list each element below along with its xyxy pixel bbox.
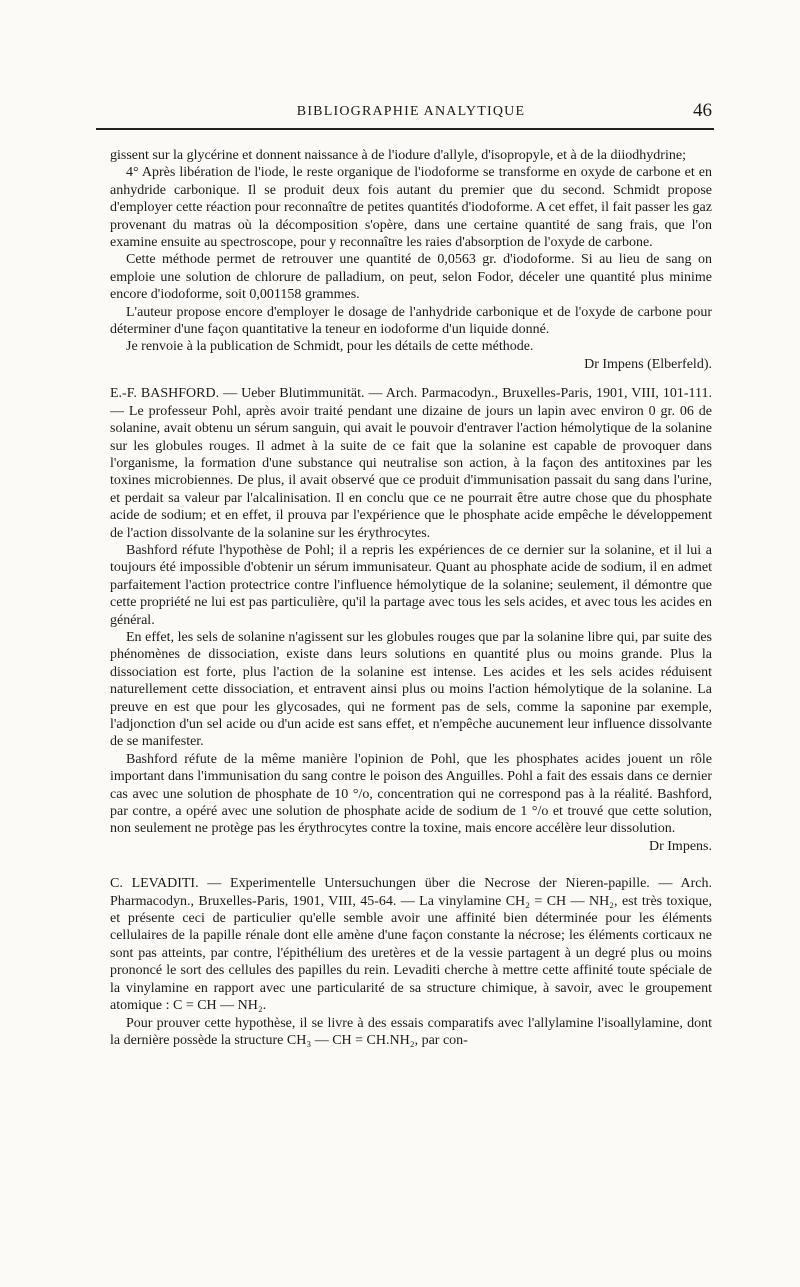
header-rule xyxy=(96,128,714,130)
page-number: 46 xyxy=(693,100,712,121)
paragraph: gissent sur la glycérine et donnent naissance à de l'iodure d'allyle, d'isopropyle, et à de la diiodhydrine; xyxy=(110,148,686,163)
running-title: BIBLIOGRAPHIE ANALYTIQUE xyxy=(296,104,526,119)
paragraph: Bashford réfute de la même manière l'opinion de Pohl, que les phosphates acides jouent un rôle important dans l'immunisation du sang contre le poison des Anguilles. Pohl a fait des essais dans ce dernier cas avec une solution de phosphate de 10 °/o, concentration qui ne correspond pas à la réalité. Bashford, par contre, a opéré avec une solution de phosphate acide de sodium de 1 °/o et trouvé que cette solution, non seulement ne protège pas les érythrocytes contre la toxine, mais encore accélère leur dissolution. xyxy=(110,751,712,837)
paragraph: 4° Après libération de l'iode, le reste organique de l'iodoforme se transforme en oxyde de carbone et en anhydride carbonique. Il se produit deux fois autant du premier que du second. Schmidt propose d'employer cette réaction pour reconnaître de petites quantités d'iodoforme. A cet effet, il fait passer les gaz provenant du matras où la décomposition s'opère, dans une certaine quantité de sang frais, que l'on examine ensuite au spectroscope, pour y reconnaître les raies d'absorption de l'oxyde de carbone. xyxy=(110,165,712,251)
paragraph: En effet, les sels de solanine n'agissent sur les globules rouges que par la solanine libre qui, par suite des phénomènes de dissociation, existe dans leurs solutions en quantité plus ou moins grande. Plus la dissociation est forte, plus l'action de la solanine est intense. Les acides et les sels acides réduisent naturellement cette dissociation, et entravent ainsi plus ou moins l'action hémolytique de la solanine. La preuve en est que pour les glycosades, qui ne forment pas de sels, comme la saponine par exemple, l'adjonction d'un sel acide ou d'un acide est sans effet, et n'empêche aucunement leur influence dissolvante de se manifester. xyxy=(110,629,712,750)
signature: Dr Impens (Elberfeld). xyxy=(584,356,712,372)
paragraph: L'auteur propose encore d'employer le dosage de l'anhydride carbonique et de l'oxyde de carbone pour déterminer d'une façon quantitative la teneur en iodoforme d'un liquide donné. xyxy=(110,304,712,338)
levaditi-entry-head: C. LEVADITI. — Experimentelle Untersuchungen über die Necrose der Nieren-papille. — Arch. Pharmacodyn., Bruxelles-Paris, 1901, VIII, 45-64. — La vinylamine CH₂ = CH — NH₂, est très toxique, et présente ceci de particulier qu'elle semble avoir une affinité bien déterminée pour les éléments cellulaires de la papille rénale dont elle amène d'une façon constante la nécrose; les éléments corticaux ne sont pas atteints, par contre, l'épithélium des uretères et de la vessie partagent à un degré plus ou moins prononcé le sort des cellules des papilles du rein. Levaditi cherche à mettre cette affinité toute spéciale de la vinylamine en rapport avec une particularité de sa structure chimique, à savoir, avec le groupement atomique : C = CH — NH₂. xyxy=(110,876,712,1014)
signature: Dr Impens. xyxy=(649,838,712,854)
paragraph: Bashford réfute l'hypothèse de Pohl; il a repris les expériences de ce dernier sur la solanine, et il lui a toujours été impossible d'obtenir un sérum immunisateur. Quant au phosphate acide de sodium, il en admet parfaitement l'action protectrice contre l'influence hémolytique de la solanine; seulement, il démontre que cette propriété ne lui est pas particulière, qu'il la partage avec tous les sels acides, et avec tous les acides en général. xyxy=(110,542,712,628)
running-header xyxy=(110,100,712,128)
bashford-entry-head: E.-F. BASHFORD. — Ueber Blutimmunität. — Arch. Parmacodyn., Bruxelles-Paris, 1901, VIII, 101-111. — Le professeur Pohl, après avoir traité pendant une dizaine de jours un lapin avec environ 0 gr. 06 de solanine, avait obtenu un sérum sanguin, qui avait le pouvoir d'entraver l'action hémolytique de la solanine sur les globules rouges. Il admet à la suite de ce fait que la solanine est capable de provoquer dans l'organisme, la formation d'une substance qui neutralise son action, à la façon des antitoxines par les toxines microbiennes. De plus, il avait observé que ce produit d'immunisation passait du sang dans l'urine, et perdait sa valeur par l'alcalinisation. Il en conclu que ce ne pourrait être autre chose que du phosphate acide de sodium; et en effet, il prouva par l'expérience que le phosphate acide empêche le développement de l'action dissolvante de la solanine sur les érythrocytes. xyxy=(110,386,712,541)
article-body xyxy=(110,147,712,1049)
paragraph: Pour prouver cette hypothèse, il se livre à des essais comparatifs avec l'allylamine l'isoallylamine, dont la dernière possède la structure CH₃ — CH = CH.NH₂, par con- xyxy=(110,1015,712,1048)
paragraph: Je renvoie à la publication de Schmidt, pour les détails de cette méthode. xyxy=(126,339,534,355)
paragraph: Cette méthode permet de retrouver une quantité de 0,0563 gr. d'iodoforme. Si au lieu de sang on emploie une solution de chlorure de palladium, on peut, selon Fodor, déceler une quantité plus minime encore d'iodoforme, soit 0,001158 grammes. xyxy=(110,252,712,303)
